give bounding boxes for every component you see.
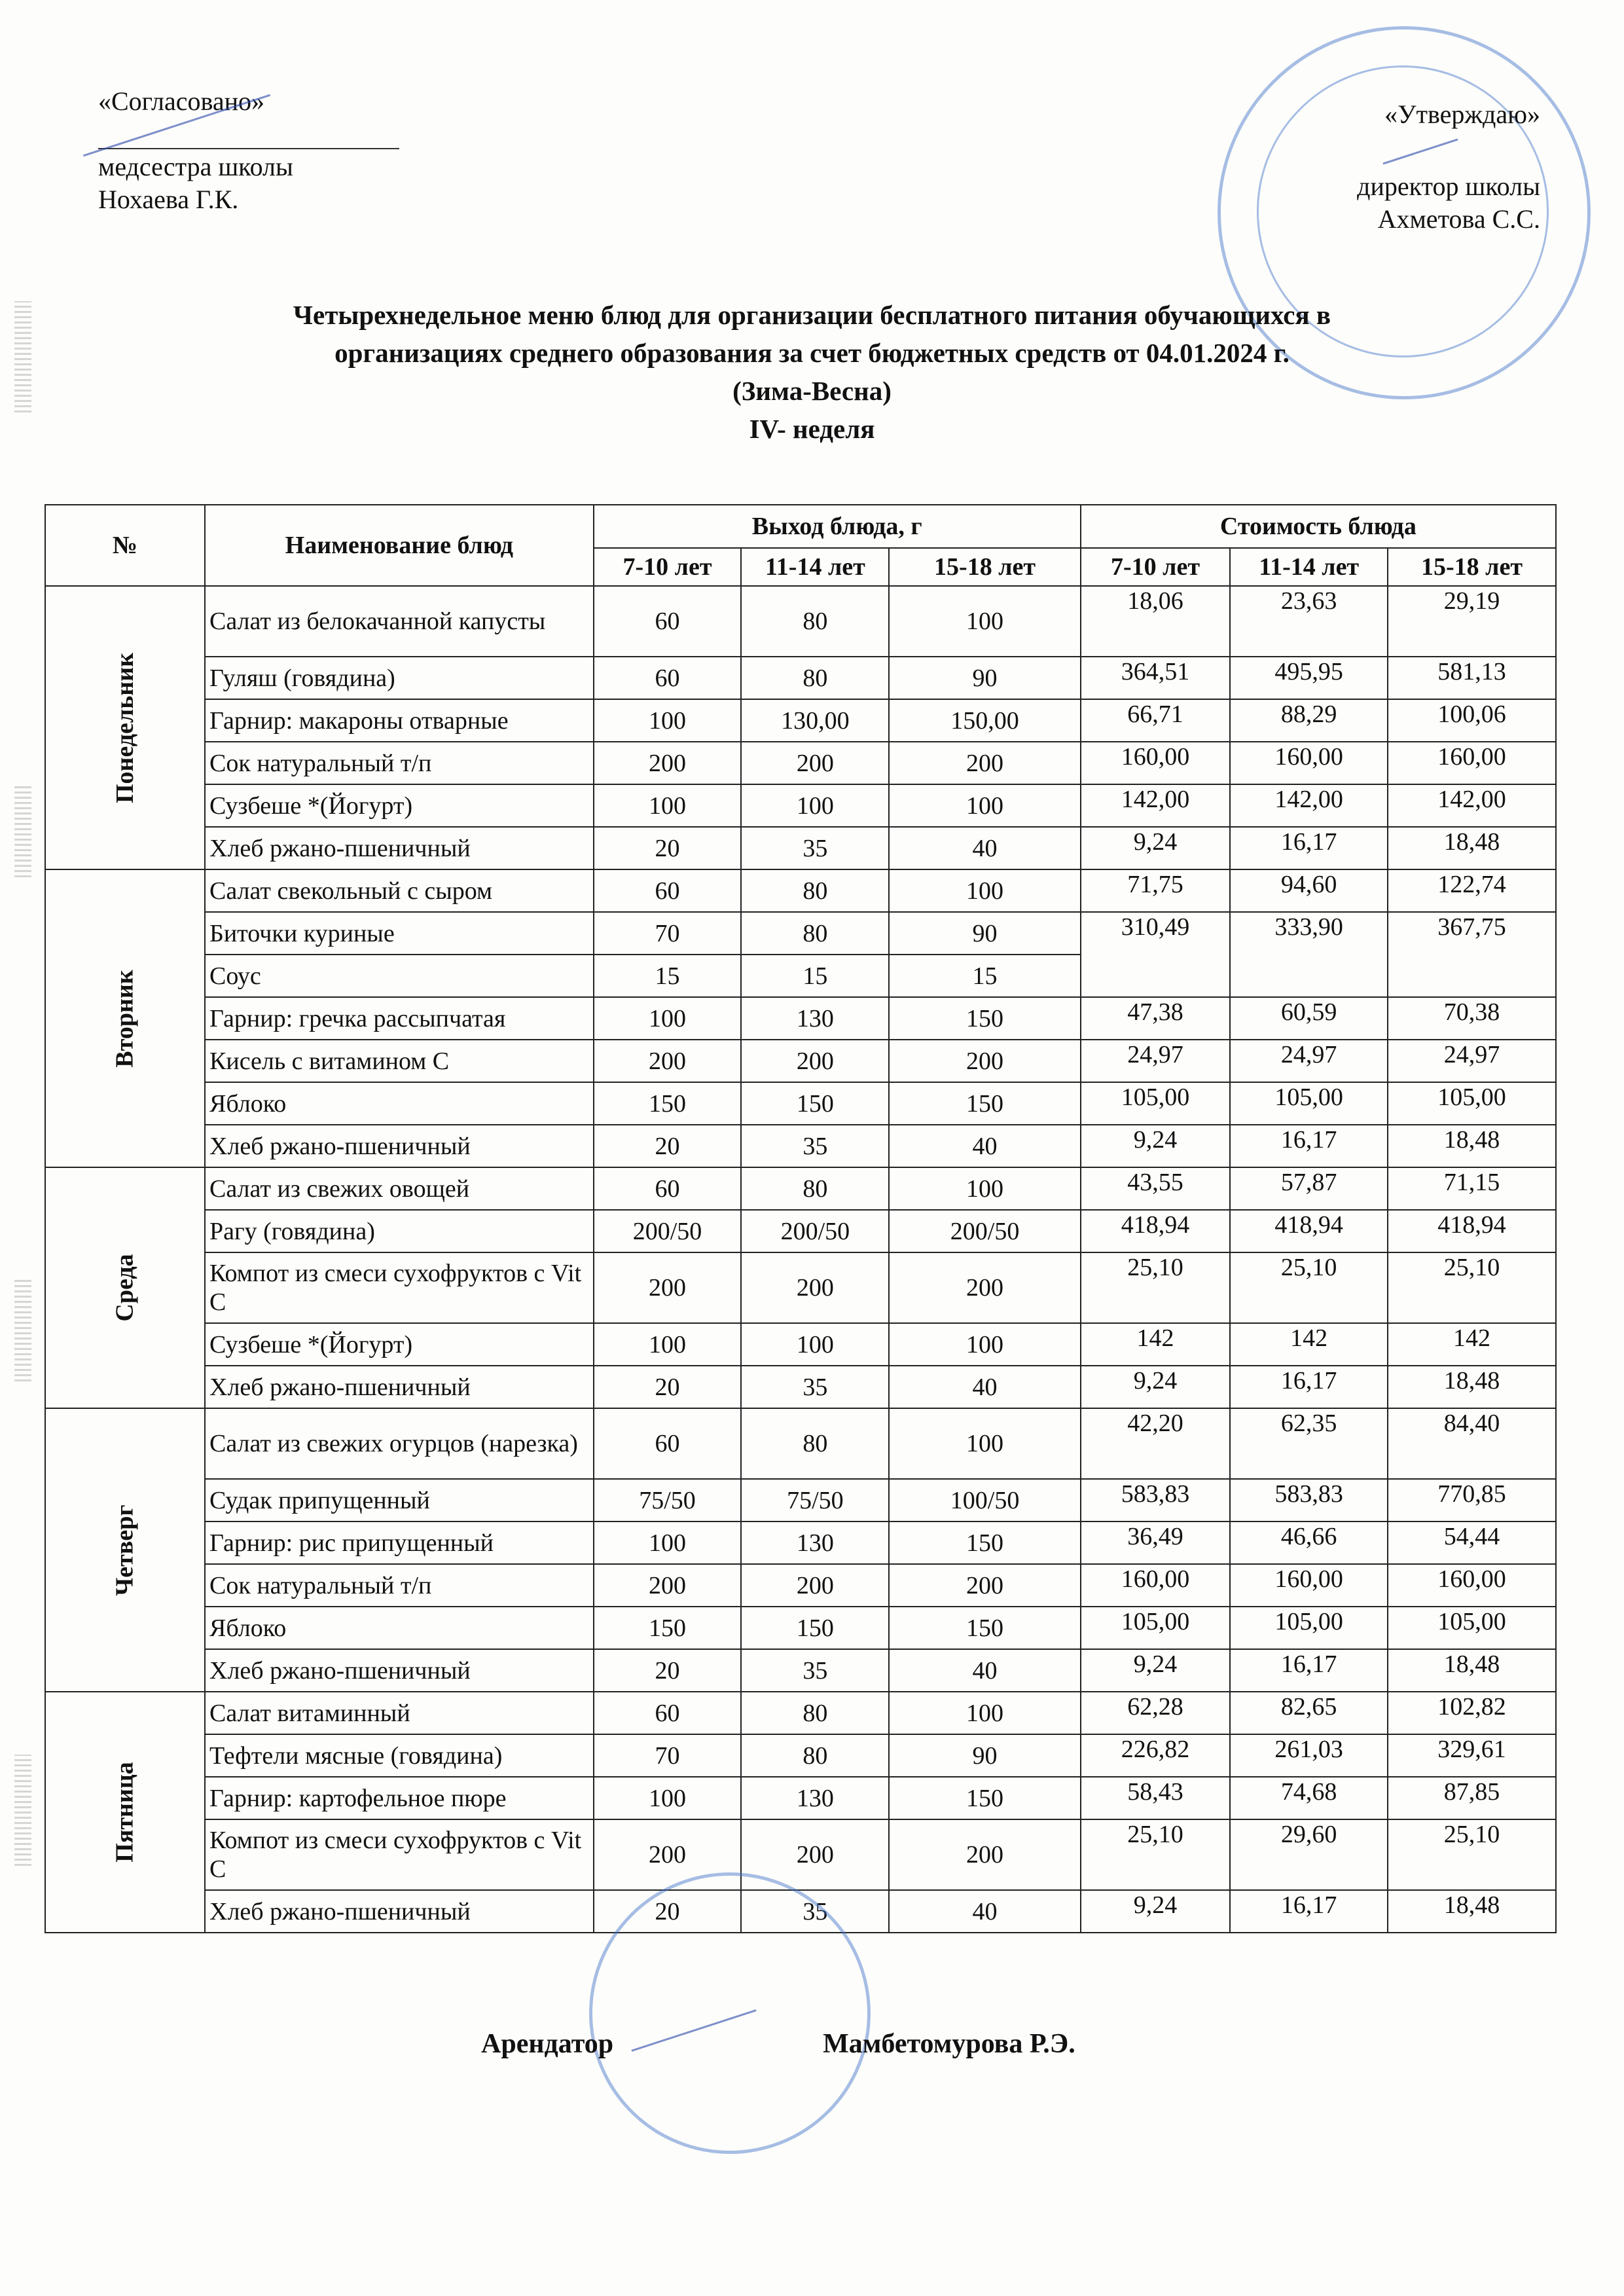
menu-row	[45, 1522, 1556, 1564]
dish-output: 80	[741, 912, 889, 955]
tenant-label: Арендатор	[481, 2029, 614, 2059]
dish-name: Хлеб ржано-пшеничный	[205, 1366, 594, 1408]
dish-output: 150	[889, 1607, 1081, 1649]
dish-cost: 94,60	[1230, 869, 1388, 912]
dish-cost: 18,06	[1081, 586, 1230, 657]
dish-output: 100	[889, 1167, 1081, 1210]
title-line-4: IV- неделя	[749, 414, 875, 444]
approval-left-label: «Согласовано»	[98, 86, 265, 116]
dish-output: 100	[594, 784, 742, 827]
dish-cost: 142,00	[1081, 784, 1230, 827]
dish-output: 130	[741, 1777, 889, 1819]
dish-cost: 25,10	[1388, 1819, 1556, 1890]
dish-cost: 583,83	[1081, 1479, 1230, 1522]
dish-cost: 24,97	[1230, 1040, 1388, 1082]
dish-output: 90	[889, 912, 1081, 955]
dish-output: 20	[594, 1890, 742, 1933]
scan-artifact	[14, 1277, 31, 1381]
day-label-text: Понедельник	[111, 652, 139, 803]
dish-cost: 74,68	[1230, 1777, 1388, 1819]
dish-output: 200	[741, 1819, 889, 1890]
menu-body	[45, 586, 1556, 1933]
dish-output: 40	[889, 1366, 1081, 1408]
dish-output: 200	[741, 1040, 889, 1082]
dish-cost: 25,10	[1230, 1252, 1388, 1323]
dish-cost: 333,90	[1230, 912, 1388, 997]
dish-output: 200	[594, 1252, 742, 1323]
dish-cost: 16,17	[1230, 827, 1388, 869]
menu-row	[45, 1734, 1556, 1777]
dish-name: Гарнир: рис припущенный	[205, 1522, 594, 1564]
dish-output: 200	[594, 1040, 742, 1082]
dish-output: 200	[594, 1819, 742, 1890]
dish-cost: 18,48	[1388, 1366, 1556, 1408]
dish-cost: 71,15	[1388, 1167, 1556, 1210]
menu-row	[45, 1252, 1556, 1323]
dish-cost: 24,97	[1081, 1040, 1230, 1082]
menu-row	[45, 869, 1556, 912]
dish-cost: 84,40	[1388, 1408, 1556, 1479]
dish-output: 150	[594, 1082, 742, 1125]
dish-cost: 226,82	[1081, 1734, 1230, 1777]
dish-cost: 46,66	[1230, 1522, 1388, 1564]
dish-name: Салат витаминный	[205, 1692, 594, 1734]
dish-name: Кисель с витамином С	[205, 1040, 594, 1082]
dish-cost: 54,44	[1388, 1522, 1556, 1564]
approval-left-name: Нохаева Г.К.	[98, 185, 239, 214]
menu-row	[45, 742, 1556, 784]
dish-output: 60	[594, 586, 742, 657]
dish-output: 100	[889, 586, 1081, 657]
menu-row	[45, 997, 1556, 1040]
dish-name: Яблоко	[205, 1082, 594, 1125]
col-name-header: Наименование блюд	[205, 505, 594, 586]
dish-cost: 9,24	[1081, 1890, 1230, 1933]
dish-output: 100	[741, 784, 889, 827]
dish-output: 200/50	[594, 1210, 742, 1252]
title-line-1: Четырехнедельное меню блюд для организации бесплатного питания обучающихся в	[293, 300, 1331, 330]
dish-name: Сузбеше *(Йогурт)	[205, 784, 594, 827]
dish-output: 40	[889, 1125, 1081, 1167]
dish-cost: 9,24	[1081, 1649, 1230, 1692]
dish-cost: 9,24	[1081, 1366, 1230, 1408]
dish-cost: 105,00	[1388, 1082, 1556, 1125]
dish-cost: 142,00	[1388, 784, 1556, 827]
menu-row	[45, 784, 1556, 827]
scan-artifact	[14, 786, 31, 877]
dish-output: 200	[889, 1252, 1081, 1323]
dish-output: 200	[889, 742, 1081, 784]
menu-row	[45, 1692, 1556, 1734]
cost-age-header: 11-14 лет	[1230, 548, 1388, 586]
dish-cost: 60,59	[1230, 997, 1388, 1040]
dish-cost: 160,00	[1388, 1564, 1556, 1607]
dish-cost: 142	[1081, 1323, 1230, 1366]
dish-name: Салат из белокачанной капусты	[205, 586, 594, 657]
menu-row	[45, 1040, 1556, 1082]
dish-output: 15	[594, 955, 742, 997]
day-label	[45, 586, 205, 869]
dish-output: 150	[741, 1082, 889, 1125]
dish-output: 60	[594, 1408, 742, 1479]
menu-row	[45, 827, 1556, 869]
menu-row	[45, 912, 1556, 955]
dish-cost: 105,00	[1388, 1607, 1556, 1649]
dish-output: 150	[889, 1082, 1081, 1125]
output-age-header: 15-18 лет	[889, 548, 1081, 586]
dish-cost: 261,03	[1230, 1734, 1388, 1777]
dish-output: 100	[594, 699, 742, 742]
dish-output: 100	[594, 1777, 742, 1819]
dish-output: 100	[741, 1323, 889, 1366]
dish-cost: 364,51	[1081, 657, 1230, 699]
approval-left-role: медсестра школы	[98, 152, 293, 181]
dish-output: 130	[741, 1522, 889, 1564]
col-output-header: Выход блюда, г	[594, 505, 1081, 548]
dish-cost: 29,19	[1388, 586, 1556, 657]
dish-output: 150	[594, 1607, 742, 1649]
dish-cost: 583,83	[1230, 1479, 1388, 1522]
dish-cost: 24,97	[1388, 1040, 1556, 1082]
menu-row	[45, 1777, 1556, 1819]
dish-output: 100	[889, 1692, 1081, 1734]
dish-output: 40	[889, 1890, 1081, 1933]
dish-cost: 70,38	[1388, 997, 1556, 1040]
dish-output: 40	[889, 1649, 1081, 1692]
dish-output: 15	[889, 955, 1081, 997]
dish-name: Компот из смеси сухофруктов с Vit С	[205, 1819, 594, 1890]
dish-cost: 57,87	[1230, 1167, 1388, 1210]
dish-cost: 142	[1230, 1323, 1388, 1366]
dish-name: Салат из свежих овощей	[205, 1167, 594, 1210]
dish-output: 200	[594, 1564, 742, 1607]
menu-row	[45, 586, 1556, 657]
dish-output: 60	[594, 657, 742, 699]
cost-age-header: 7-10 лет	[1081, 548, 1230, 586]
dish-output: 150	[741, 1607, 889, 1649]
dish-output: 20	[594, 1125, 742, 1167]
dish-cost: 62,35	[1230, 1408, 1388, 1479]
title-line-2: организациях среднего образования за счет бюджетных средств от 04.01.2024 г.	[334, 338, 1290, 368]
dish-output: 100	[594, 1323, 742, 1366]
dish-output: 35	[741, 1366, 889, 1408]
menu-row	[45, 699, 1556, 742]
dish-output: 80	[741, 586, 889, 657]
dish-cost: 9,24	[1081, 1125, 1230, 1167]
dish-output: 200/50	[741, 1210, 889, 1252]
approval-right-name: Ахметова С.С.	[1377, 204, 1540, 234]
cost-age-header: 15-18 лет	[1388, 548, 1556, 586]
dish-output: 80	[741, 657, 889, 699]
footer-signature-line	[481, 2028, 1075, 2060]
menu-row	[45, 1649, 1556, 1692]
dish-output: 80	[741, 1692, 889, 1734]
dish-output: 90	[889, 657, 1081, 699]
menu-row	[45, 657, 1556, 699]
dish-output: 150,00	[889, 699, 1081, 742]
dish-cost: 310,49	[1081, 912, 1230, 997]
dish-cost: 329,61	[1388, 1734, 1556, 1777]
dish-cost: 142,00	[1230, 784, 1388, 827]
dish-output: 60	[594, 869, 742, 912]
dish-output: 75/50	[594, 1479, 742, 1522]
menu-row	[45, 1210, 1556, 1252]
dish-cost: 88,29	[1230, 699, 1388, 742]
dish-output: 130	[741, 997, 889, 1040]
dish-name: Хлеб ржано-пшеничный	[205, 1125, 594, 1167]
output-age-header: 11-14 лет	[741, 548, 889, 586]
dish-cost: 18,48	[1388, 1125, 1556, 1167]
dish-cost: 82,65	[1230, 1692, 1388, 1734]
dish-cost: 71,75	[1081, 869, 1230, 912]
menu-row	[45, 1125, 1556, 1167]
dish-output: 15	[741, 955, 889, 997]
dish-cost: 18,48	[1388, 1890, 1556, 1933]
dish-output: 70	[594, 912, 742, 955]
dish-cost: 25,10	[1388, 1252, 1556, 1323]
approval-right-block	[1357, 98, 1540, 236]
scan-artifact	[14, 1755, 31, 1866]
dish-cost: 122,74	[1388, 869, 1556, 912]
dish-name: Яблоко	[205, 1607, 594, 1649]
dish-cost: 18,48	[1388, 827, 1556, 869]
dish-cost: 29,60	[1230, 1819, 1388, 1890]
dish-cost: 16,17	[1230, 1366, 1388, 1408]
dish-name: Хлеб ржано-пшеничный	[205, 1890, 594, 1933]
dish-cost: 367,75	[1388, 912, 1556, 997]
dish-output: 150	[889, 1522, 1081, 1564]
day-label-text: Вторник	[111, 969, 139, 1068]
dish-name: Биточки куриные	[205, 912, 594, 955]
dish-output: 20	[594, 827, 742, 869]
col-cost-header: Стоимость блюда	[1081, 505, 1556, 548]
menu-row	[45, 1366, 1556, 1408]
dish-output: 100	[889, 1408, 1081, 1479]
dish-output: 75/50	[741, 1479, 889, 1522]
dish-output: 150	[889, 1777, 1081, 1819]
dish-cost: 495,95	[1230, 657, 1388, 699]
dish-output: 100/50	[889, 1479, 1081, 1522]
day-label-text: Четверг	[111, 1504, 139, 1596]
dish-output: 100	[594, 997, 742, 1040]
dish-output: 70	[594, 1734, 742, 1777]
dish-output: 200	[741, 1564, 889, 1607]
dish-name: Компот из смеси сухофруктов с Vit С	[205, 1252, 594, 1323]
dish-cost: 105,00	[1081, 1082, 1230, 1125]
day-label-text: Пятница	[111, 1762, 139, 1863]
dish-name: Гарнир: картофельное пюре	[205, 1777, 594, 1819]
dish-output: 100	[594, 1522, 742, 1564]
approval-left-block	[98, 85, 399, 216]
dish-output: 150	[889, 997, 1081, 1040]
day-label	[45, 869, 205, 1167]
dish-cost: 160,00	[1230, 742, 1388, 784]
dish-output: 200	[741, 742, 889, 784]
menu-row	[45, 1323, 1556, 1366]
dish-name: Сок натуральный т/п	[205, 742, 594, 784]
dish-output: 60	[594, 1167, 742, 1210]
entrepreneur-seal-stamp	[589, 1872, 871, 2154]
dish-output: 35	[741, 1649, 889, 1692]
dish-name: Хлеб ржано-пшеничный	[205, 827, 594, 869]
dish-name: Салат из свежих огурцов (нарезка)	[205, 1408, 594, 1479]
dish-cost: 581,13	[1388, 657, 1556, 699]
dish-cost: 160,00	[1081, 742, 1230, 784]
dish-output: 90	[889, 1734, 1081, 1777]
dish-name: Хлеб ржано-пшеничный	[205, 1649, 594, 1692]
dish-output: 35	[741, 1125, 889, 1167]
dish-name: Гарнир: гречка рассыпчатая	[205, 997, 594, 1040]
menu-row	[45, 1082, 1556, 1125]
dish-cost: 18,48	[1388, 1649, 1556, 1692]
dish-cost: 105,00	[1230, 1082, 1388, 1125]
approval-right-role: директор школы	[1357, 172, 1540, 201]
dish-cost: 9,24	[1081, 827, 1230, 869]
dish-output: 200	[889, 1040, 1081, 1082]
dish-cost: 23,63	[1230, 586, 1388, 657]
dish-cost: 58,43	[1081, 1777, 1230, 1819]
dish-output: 20	[594, 1366, 742, 1408]
dish-cost: 418,94	[1081, 1210, 1230, 1252]
dish-cost: 62,28	[1081, 1692, 1230, 1734]
output-age-header: 7-10 лет	[594, 548, 742, 586]
dish-output: 40	[889, 827, 1081, 869]
menu-row	[45, 1167, 1556, 1210]
dish-name: Сузбеше *(Йогурт)	[205, 1323, 594, 1366]
dish-cost: 25,10	[1081, 1819, 1230, 1890]
dish-output: 130,00	[741, 699, 889, 742]
dish-cost: 16,17	[1230, 1890, 1388, 1933]
dish-output: 200	[741, 1252, 889, 1323]
day-label	[45, 1408, 205, 1692]
dish-output: 200	[889, 1564, 1081, 1607]
dish-name: Гарнир: макароны отварные	[205, 699, 594, 742]
dish-output: 80	[741, 1408, 889, 1479]
dish-cost: 87,85	[1388, 1777, 1556, 1819]
dish-cost: 160,00	[1081, 1564, 1230, 1607]
col-number-header: №	[45, 505, 205, 586]
dish-cost: 160,00	[1388, 742, 1556, 784]
dish-output: 80	[741, 1734, 889, 1777]
menu-row	[45, 1564, 1556, 1607]
menu-row	[45, 1479, 1556, 1522]
dish-output: 200/50	[889, 1210, 1081, 1252]
dish-cost: 160,00	[1230, 1564, 1388, 1607]
dish-cost: 105,00	[1081, 1607, 1230, 1649]
dish-cost: 100,06	[1388, 699, 1556, 742]
dish-output: 60	[594, 1692, 742, 1734]
dish-output: 100	[889, 1323, 1081, 1366]
dish-cost: 418,94	[1388, 1210, 1556, 1252]
dish-output: 35	[741, 1890, 889, 1933]
dish-cost: 42,20	[1081, 1408, 1230, 1479]
title-line-3: (Зима-Весна)	[732, 376, 892, 406]
dish-name: Салат свекольный с сыром	[205, 869, 594, 912]
dish-output: 80	[741, 869, 889, 912]
dish-name: Гуляш (говядина)	[205, 657, 594, 699]
day-label-text: Среда	[111, 1254, 139, 1322]
dish-cost: 43,55	[1081, 1167, 1230, 1210]
dish-output: 200	[889, 1819, 1081, 1890]
dish-cost: 36,49	[1081, 1522, 1230, 1564]
dish-cost: 16,17	[1230, 1649, 1388, 1692]
dish-name: Тефтели мясные (говядина)	[205, 1734, 594, 1777]
dish-name: Судак припущенный	[205, 1479, 594, 1522]
dish-name: Сок натуральный т/п	[205, 1564, 594, 1607]
dish-cost: 770,85	[1388, 1479, 1556, 1522]
signature-line	[98, 118, 399, 149]
dish-output: 200	[594, 742, 742, 784]
dish-name: Рагу (говядина)	[205, 1210, 594, 1252]
dish-cost: 25,10	[1081, 1252, 1230, 1323]
dish-cost: 47,38	[1081, 997, 1230, 1040]
day-label	[45, 1167, 205, 1408]
tenant-name: Мамбетомурова Р.Э.	[823, 2029, 1075, 2059]
menu-row	[45, 1819, 1556, 1890]
day-label	[45, 1692, 205, 1933]
approval-right-label: «Утверждаю»	[1384, 100, 1540, 129]
dish-output: 35	[741, 827, 889, 869]
document-title	[0, 296, 1624, 448]
menu-row	[45, 1607, 1556, 1649]
menu-row	[45, 1408, 1556, 1479]
dish-output: 100	[889, 784, 1081, 827]
dish-cost: 16,17	[1230, 1125, 1388, 1167]
menu-table	[45, 504, 1557, 1933]
dish-name: Соус	[205, 955, 594, 997]
dish-output: 100	[889, 869, 1081, 912]
dish-cost: 418,94	[1230, 1210, 1388, 1252]
dish-output: 80	[741, 1167, 889, 1210]
dish-cost: 142	[1388, 1323, 1556, 1366]
dish-cost: 102,82	[1388, 1692, 1556, 1734]
dish-output: 20	[594, 1649, 742, 1692]
dish-cost: 66,71	[1081, 699, 1230, 742]
dish-cost: 105,00	[1230, 1607, 1388, 1649]
